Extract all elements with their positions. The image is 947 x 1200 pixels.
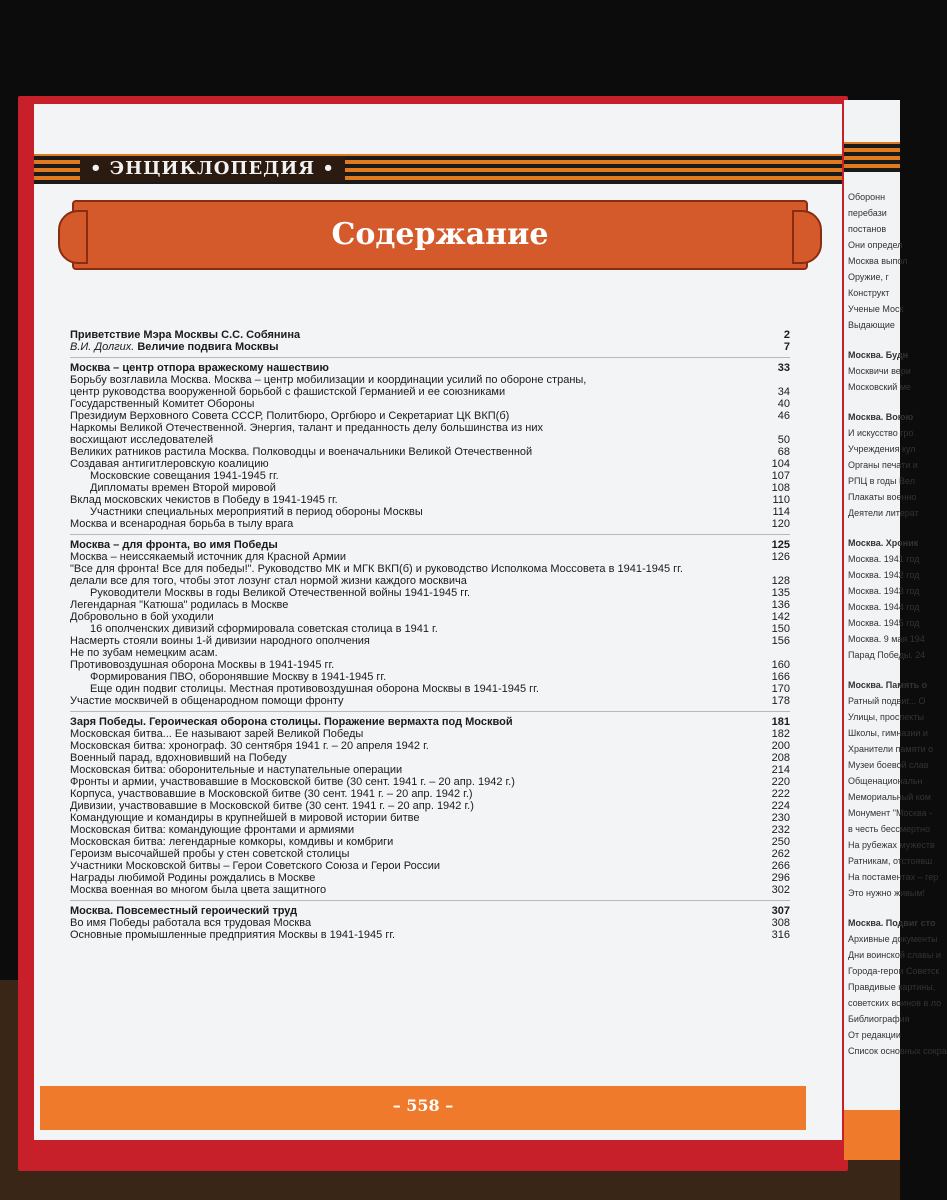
toc-entry[interactable] [70,623,790,635]
right-page-line: Монумент "Москва - [848,808,933,818]
toc-entry[interactable] [70,494,790,506]
toc-entry-title: Москва – центр отпора вражескому нашествию [70,362,329,374]
section-divider [70,898,790,901]
right-page-line: Московский ме [848,382,912,392]
right-page-line: Москва. Хроник [848,538,919,548]
toc-entry-title: Заря Победы. Героическая оборона столицы. Поражение вермахта под Москвой [70,716,513,728]
toc-page-number: 316 [771,929,790,941]
toc-entry-title: Дипломаты времен Второй мировой [90,482,276,494]
toc-entry[interactable] [70,800,790,812]
toc-entry[interactable] [70,482,790,494]
toc-entry-title: Великих ратников растила Москва. Полководцы и военачальники Великой Отечественной [70,446,533,458]
toc-section-heading[interactable] [70,329,790,341]
toc-page-number: 308 [771,917,790,929]
toc-page-number: 178 [771,695,790,707]
right-page-line: Мемориальный ком [848,792,931,802]
toc-page-number: 220 [771,776,790,788]
right-page-line: На рубежах мужеств [848,840,935,850]
page-number: – 558 – [392,1096,454,1115]
right-page-line: Это нужно живым! [848,888,926,898]
toc-entry[interactable] [70,470,790,482]
right-page-line: Москва выпол [848,256,908,266]
right-page-line: Москва. Будн [848,350,909,360]
right-page-line: Москва. 1942 год [848,570,920,580]
right-page-line: Оружие, г [848,272,889,282]
toc-entry[interactable] [70,671,790,683]
right-page-line: Плакаты военно [848,492,917,502]
toc-entry[interactable] [70,872,790,884]
toc-entry-title: Москва и всенародная борьба в тылу врага [70,518,294,530]
right-page-line: Парад Победы. 24 [848,650,926,660]
section-divider [70,355,790,358]
toc-entry[interactable] [70,446,790,458]
toc-entry[interactable] [70,575,790,587]
toc-entry[interactable] [70,788,790,800]
toc-entry-author: В.И. Долгих. [70,341,138,353]
toc-page-number: 150 [771,623,790,635]
right-page [844,100,947,1160]
toc-page-number: 262 [771,848,790,860]
toc-entry[interactable] [70,728,790,740]
right-page-line: перебази [848,208,887,218]
toc-entry-title: Руководители Москвы в годы Великой Отечественной войны 1941-1945 гг. [90,587,471,599]
toc-page-number: 250 [771,836,790,848]
toc-entry[interactable] [70,695,790,707]
toc-entry-title: Президиум Верховного Совета СССР, Политбюро, Оргбюро и Секретариат ЦК ВКП(б) [70,410,510,422]
toc-entry-title: Москва военная во многом была цвета защитного [70,884,327,896]
toc-entry-title: Государственный Комитет Обороны [70,398,255,410]
toc-page-number: 120 [771,518,790,530]
toc-entry[interactable] [70,410,790,422]
toc-entry-title: Участники специальных мероприятий в период обороны Москвы [90,506,423,518]
right-page-line: Органы печати и [848,460,918,470]
toc-entry[interactable] [70,860,790,872]
right-page-line: Архивные документы [848,934,938,944]
toc-entry-title: центр руководства вооруженной борьбой с фашистской Германией и ее союзниками [70,386,506,398]
toc-entry-title: Легендарная "Катюша" родилась в Москве [70,599,289,611]
right-page-line: Хранители памяти о [848,744,934,754]
toc-page-number: 266 [771,860,790,872]
right-page-line: Москва. 1944 год [848,602,920,612]
right-page-line: Музеи боевой слав [848,760,929,770]
right-page-line: Правдивые картины, [848,982,936,992]
toc-entry[interactable] [70,659,790,671]
toc-page-number: 214 [771,764,790,776]
toc-page-number: 125 [771,539,790,551]
toc-entry-title: Приветствие Мэра Москвы С.С. Собянина [70,329,301,341]
toc-entry-title: Участие москвичей в общенародном помощи фронту [70,695,344,707]
toc-entry-title: делали все для того, чтобы этот лозунг стал нормой жизни каждого москвича [70,575,467,587]
right-page-line: Москва. Подвиг сто [848,918,936,928]
toc-entry-title: 16 ополченских дивизий сформировала советская столица в 1941 г. [90,623,438,635]
right-page-line: Москва. Воюю [848,412,914,422]
toc-page-number: 2 [783,329,790,341]
page-title: Содержание [331,217,549,252]
toc-entry-title: Еще один подвиг столицы. Местная противовоздушная оборона Москвы в 1941-1945 гг. [90,683,539,695]
right-page-line: Москва. 9 мая 194 [848,634,925,644]
toc-entry[interactable] [70,518,790,530]
right-page-line: Москва. Память о [848,680,928,690]
toc-entry[interactable] [70,551,790,563]
toc-entry[interactable] [70,506,790,518]
toc-entry[interactable] [70,635,790,647]
toc-entry[interactable] [70,848,790,860]
right-page-line: Ратный подвиг... О [848,696,926,706]
toc-page-number: 170 [771,683,790,695]
toc-page-number: 222 [771,788,790,800]
toc-entry-title: Дивизии, участвовавшие в Московской битве (30 сент. 1941 г. – 20 апр. 1942 г.) [70,800,474,812]
toc-section-heading[interactable] [70,716,790,728]
table-of-contents [70,329,790,941]
toc-entry[interactable] [70,374,790,386]
right-page-line: Учреждения кул [848,444,916,454]
toc-entry[interactable] [70,647,790,659]
right-page-line: Библиография [848,1014,910,1024]
toc-entry-title: Борьбу возглавила Москва. Москва – центр мобилизации и координации усилий по обороне страны, [70,374,587,386]
toc-entry[interactable] [70,563,790,575]
toc-entry-title: Москва – для фронта, во имя Победы [70,539,278,551]
toc-entry[interactable] [70,740,790,752]
toc-entry[interactable] [70,917,790,929]
right-page-line: Школы, гимназии и [848,728,928,738]
right-page-footer [844,1110,900,1160]
toc-page-number: 200 [771,740,790,752]
toc-page-number: 34 [777,386,790,398]
toc-entry-text: Величие подвига Москвы [137,341,279,353]
toc-page-number: 40 [777,398,790,410]
toc-entry-title: Корпуса, участвовавшие в Московской битве (30 сент. 1941 г. – 20 апр. 1942 г.) [70,788,473,800]
toc-page-number: 136 [771,599,790,611]
right-page-line: Деятели литерат [848,508,919,518]
toc-entry-title: Московская битва: легендарные комкоры, комдивы и комбриги [70,836,394,848]
toc-page-number: 104 [771,458,790,470]
toc-entry[interactable] [70,458,790,470]
encyclopedia-label: • ЭНЦИКЛОПЕДИЯ • [80,156,345,182]
toc-page-number: 296 [771,872,790,884]
toc-entry-title: Московские совещания 1941-1945 гг. [90,470,279,482]
toc-entry-title: Добровольно в бой уходили [70,611,214,623]
toc-entry-title: Героизм высочайшей пробы у стен советской столицы [70,848,350,860]
section-divider [70,709,790,712]
toc-entry-title: Фронты и армии, участвовавшие в Московской битве (30 сент. 1941 г. – 20 апр. 1942 г.) [70,776,515,788]
right-page-line: Они определ [848,240,903,250]
toc-entry-title: Не по зубам немецким асам. [70,647,218,659]
toc-page-number: 142 [771,611,790,623]
toc-entry-title: Московская битва: оборонительные и наступательные операции [70,764,403,776]
toc-entry-title: Во имя Победы работала вся трудовая Москва [70,917,312,929]
toc-page-number: 68 [777,446,790,458]
right-page-line: Москва. 1943 год [848,586,920,596]
right-page-line: От редакции [848,1030,901,1040]
toc-page-number: 208 [771,752,790,764]
toc-page-number: 128 [771,575,790,587]
toc-entry-title: Насмерть стояли воины 1-й дивизии народного ополчения [70,635,370,647]
toc-entry-title: Награды любимой Родины рождались в Москве [70,872,316,884]
toc-entry-title: Московская битва: хронограф. 30 сентября 1941 г. – 20 апреля 1942 г. [70,740,429,752]
toc-entry-title: Москва – неиссякаемый источник для Красной Армии [70,551,346,563]
toc-page-number: 230 [771,812,790,824]
toc-page-number: 126 [771,551,790,563]
right-page-line: в честь бессмертно [848,824,930,834]
page-footer [40,1086,806,1130]
right-page-line: Улицы, проспекты [848,712,924,722]
toc-entry-title: "Все для фронта! Все для победы!". Руководство МК и МГК ВКП(б) и руководство Исполкома Моссовета в 1941-1945 гг. [70,563,683,575]
toc-page-number: 114 [772,506,790,518]
right-page-line: Конструкт [848,288,890,298]
toc-entry[interactable] [70,683,790,695]
toc-page-number: 135 [771,587,790,599]
st-george-ribbon-right [844,142,900,172]
toc-section-heading[interactable] [70,905,790,917]
right-page-line: Москва. 1945 год [848,618,920,628]
toc-entry-title: Командующие и командиры в крупнейшей в мировой истории битве [70,812,420,824]
right-page-line: советских воинов в ло [848,998,942,1008]
toc-entry[interactable] [70,764,790,776]
right-page-line: Города-герои Советск [848,966,940,976]
toc-page-number: 307 [771,905,790,917]
toc-page-number: 107 [771,470,790,482]
toc-page-number: 182 [771,728,790,740]
toc-entry[interactable] [70,422,790,434]
toc-entry[interactable] [70,884,790,896]
toc-page-number: 224 [771,800,790,812]
toc-page-number: 108 [771,482,790,494]
toc-entry-title: Москва. Повсеместный героический труд [70,905,298,917]
right-page-line: Москвичи вери [848,366,911,376]
toc-entry[interactable] [70,824,790,836]
toc-entry-title: Московская битва... Ее называют зарей Великой Победы [70,728,364,740]
toc-entry-title: Основные промышленные предприятия Москвы в 1941-1945 гг. [70,929,396,941]
toc-page-number: 50 [777,434,790,446]
toc-entry-title: Наркомы Великой Отечественной. Энергия, талант и преданность делу большинства из них [70,422,544,434]
right-page-line: Выдающие [848,320,895,330]
section-divider [70,532,790,535]
right-page-line: Ратникам, отстоявш [848,856,933,866]
toc-entry-title: Формирования ПВО, оборонявшие Москву в 1941-1945 гг. [90,671,387,683]
toc-page-number: 33 [777,362,790,374]
right-page-line: постанов [848,224,887,234]
left-page [34,104,842,1140]
toc-entry[interactable] [70,599,790,611]
toc-entry[interactable] [70,929,790,941]
toc-section-heading[interactable] [70,362,790,374]
toc-page-number: 181 [771,716,790,728]
right-page-line: Оборонн [848,192,886,202]
toc-entry[interactable] [70,611,790,623]
toc-entry[interactable] [70,587,790,599]
right-page-line: И искусство гро [848,428,914,438]
toc-entry[interactable] [70,836,790,848]
right-page-line: Общенациональн [848,776,923,786]
toc-entry[interactable] [70,776,790,788]
right-page-line: РПЦ в годы Вел [848,476,915,486]
right-page-line: Ученые Моск [848,304,904,314]
right-page-line: Список основных сокра [848,1046,947,1056]
toc-entry[interactable] [70,812,790,824]
toc-page-number: 46 [777,410,790,422]
toc-entry-title: Противовоздушная оборона Москвы в 1941-1945 гг. [70,659,335,671]
toc-entry-title: Создавая антигитлеровскую коалицию [70,458,269,470]
toc-section-heading[interactable] [70,341,790,353]
right-page-line: Москва. 1941 год [848,554,920,564]
toc-page-number: 156 [771,635,790,647]
right-page-line: Дни воинской славы и [848,950,941,960]
toc-entry-title: Участники Московской битвы – Герои Советского Союза и Герои России [70,860,440,872]
toc-section-heading[interactable] [70,539,790,551]
toc-entry-title: восхищают исследователей [70,434,214,446]
toc-entry-title: Военный парад, вдохновивший на Победу [70,752,287,764]
toc-entry[interactable] [70,434,790,446]
toc-entry[interactable] [70,398,790,410]
toc-page-number: 7 [783,341,790,353]
title-banner [72,200,808,270]
toc-entry-title: Вклад московских чекистов в Победу в 1941-1945 гг. [70,494,338,506]
toc-page-number: 160 [771,659,790,671]
toc-entry[interactable] [70,386,790,398]
toc-page-number: 302 [771,884,790,896]
toc-page-number: 110 [772,494,790,506]
toc-page-number: 166 [771,671,790,683]
toc-page-number: 232 [771,824,790,836]
right-page-line: На постаментах – гер [848,872,939,882]
toc-entry[interactable] [70,752,790,764]
toc-entry-title [70,341,279,353]
toc-entry-title: Московская битва: командующие фронтами и армиями [70,824,355,836]
